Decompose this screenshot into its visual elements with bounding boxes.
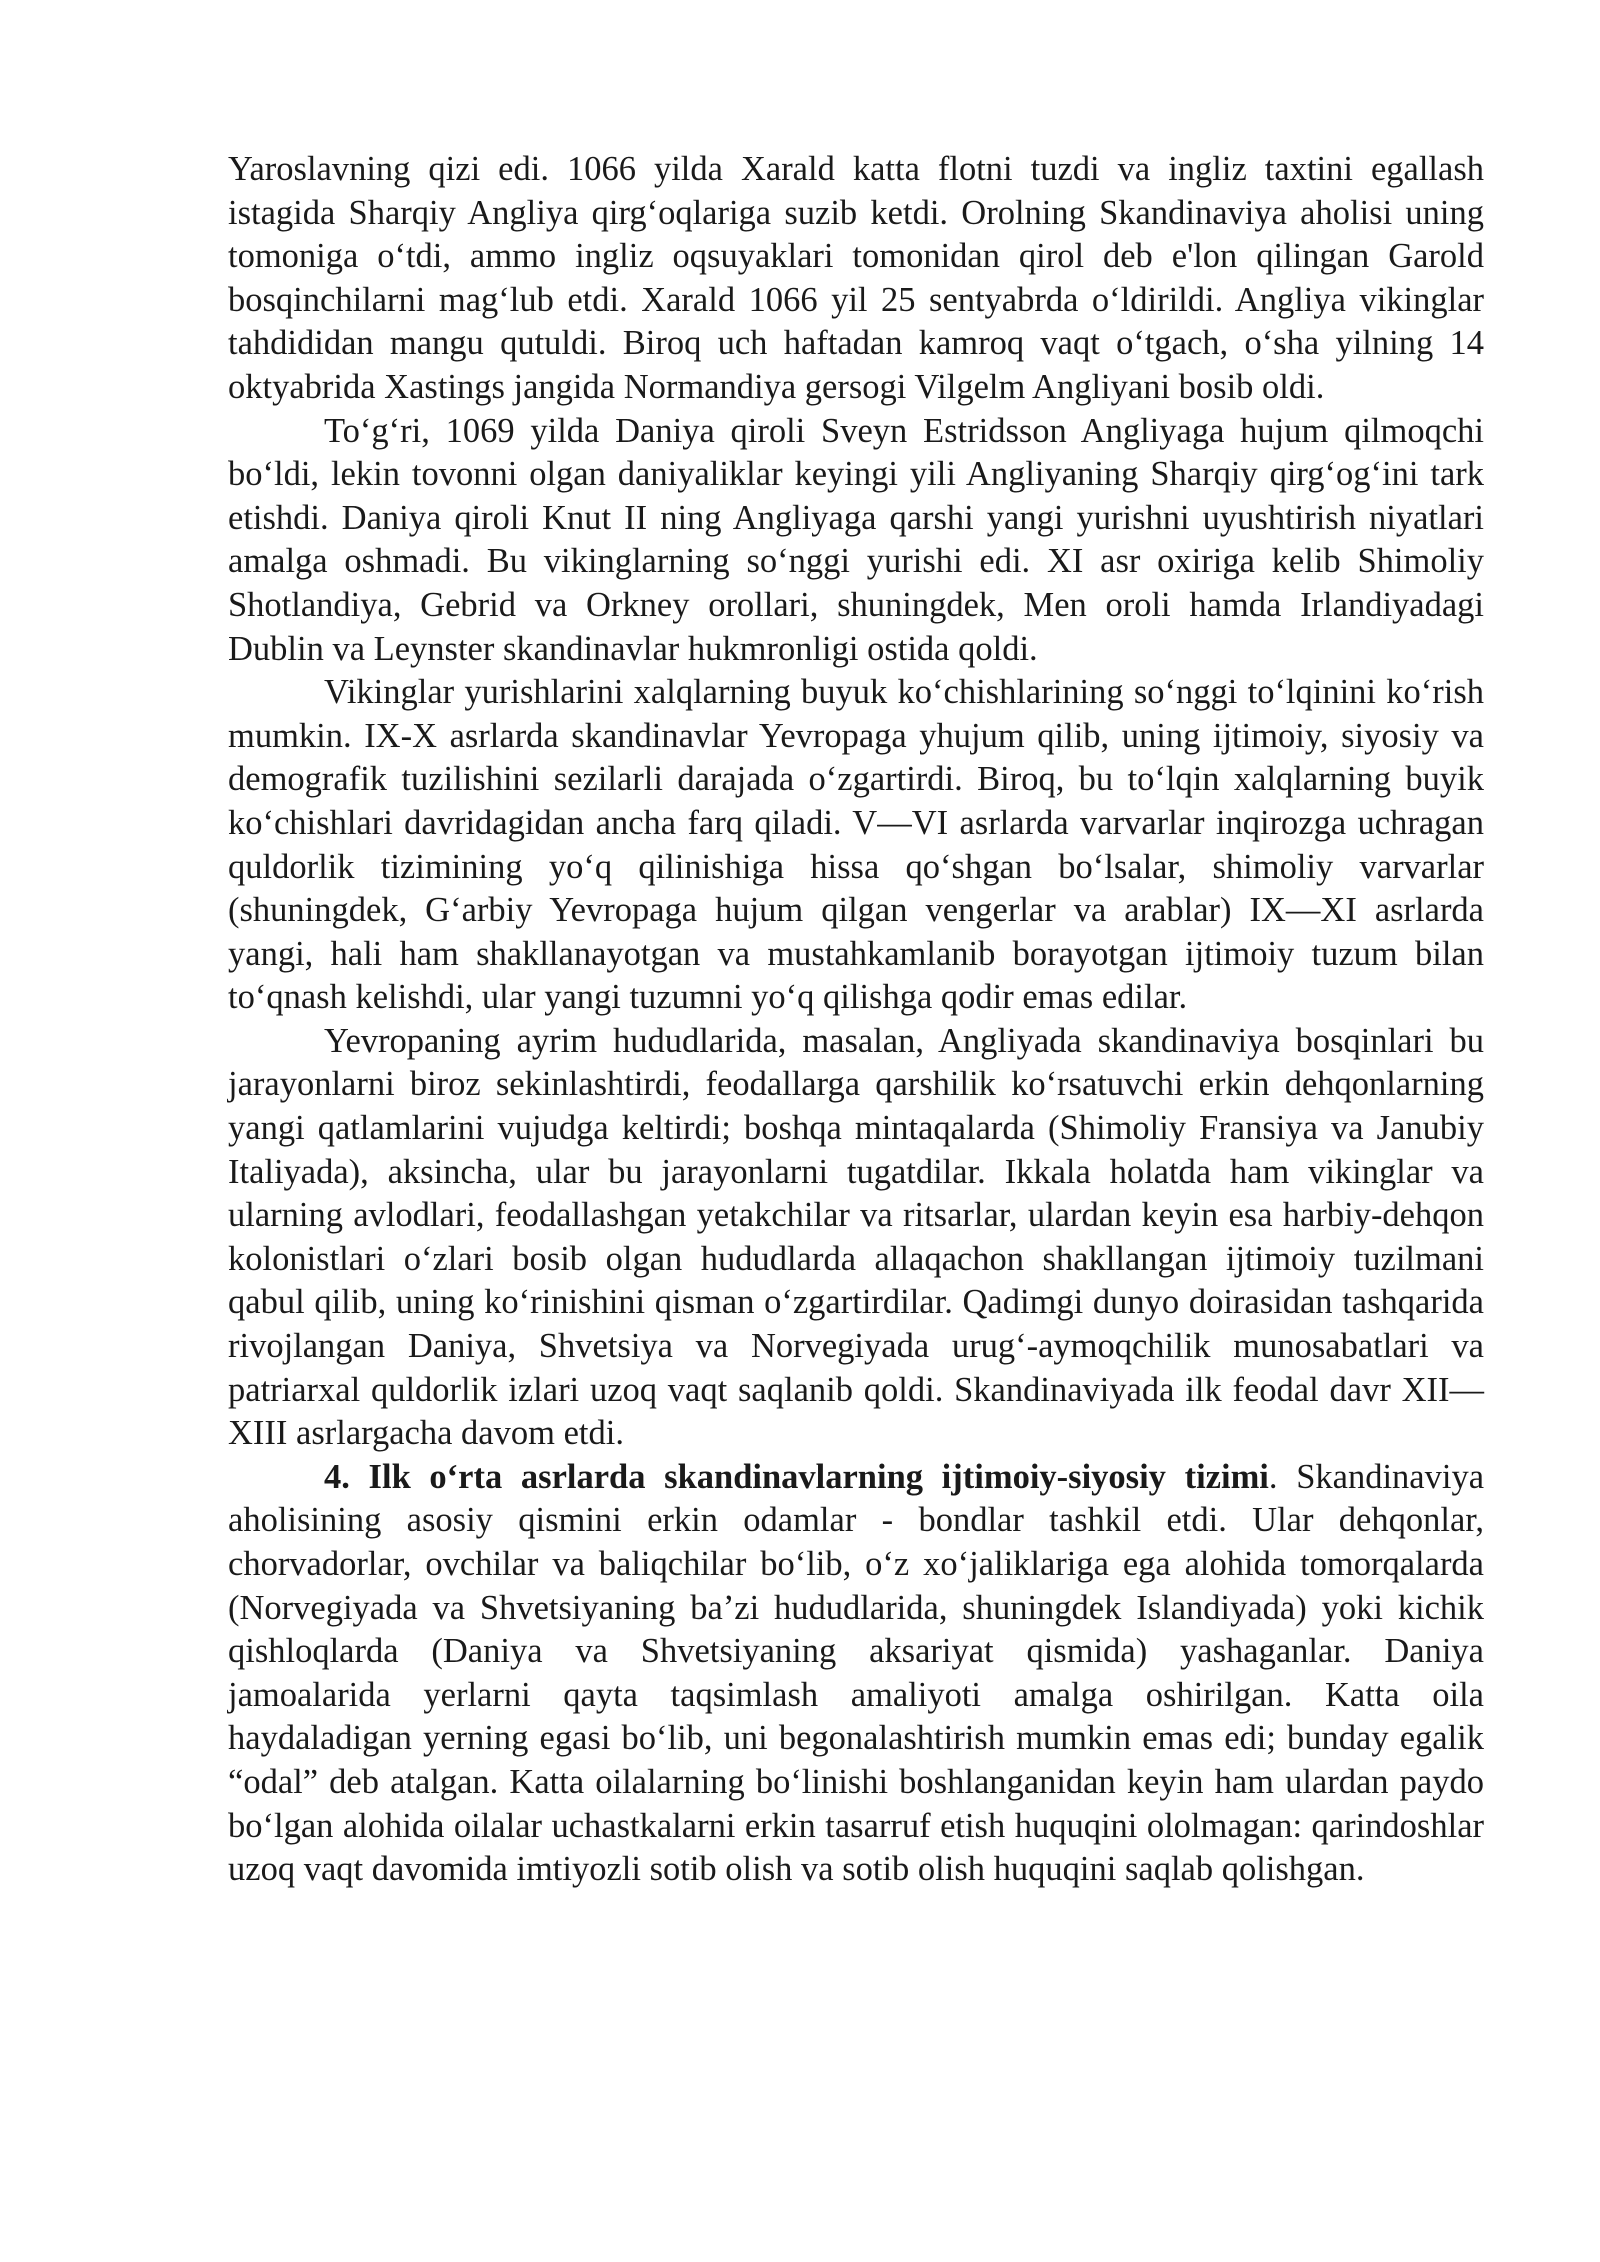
section-paragraph	[228, 1456, 1484, 1892]
section-heading-period: .	[1268, 1457, 1278, 1496]
section-body-text: Skandinaviya aholisining asosiy qismini erkin odamlar - bondlar tashkil etdi. Ular dehqonlar, chorvadorlar, ovchilar va baliqchilar boʻlib, oʻz xoʻjaliklariga ega alohida tomorqalarda (Norvegiyada va Shvetsiyaning baʼzi hududlarida, shuningdek Islandiyada) yoki kichik qishloqlarda (Daniya va Shvetsiyaning aksariyat qismida) yashaganlar. Daniya jamoalarida yerlarni qayta taqsimlash amaliyoti amalga oshirilgan. Katta oila haydaladigan yerning egasi boʻlib, uni begonalashtirish mumkin emas edi; bunday egalik “odal” deb atalgan. Katta oilalarning boʻlinishi boshlanganidan keyin ham ulardan paydo boʻlgan alohida oilalar uchastkalarni erkin tasarruf etish huquqini ololmagan: qarindoshlar uzoq vaqt davomida imtiyozli sotib olish va sotib olish huquqini saqlab qolishgan.	[228, 1457, 1485, 1889]
paragraph: Yevropaning ayrim hududlarida, masalan, Angliyada skandinaviya bosqinlari bu jarayonlarni biroz sekinlashtirdi, feodallarga qarshilik koʻrsatuvchi erkin dehqonlarning yangi qatlamlarini vujudga keltirdi; boshqa mintaqalarda (Shimoliy Fransiya va Janubiy Italiyada), aksincha, ular bu jarayonlarni tugatdilar. Ikkala holatda ham vikinglar va ularning avlodlari, feodallashgan yetakchilar va ritsarlar, ulardan keyin esa harbiy-dehqon kolonistlari oʻzlari bosib olgan hududlarda allaqachon shakllangan ijtimoiy tuzilmani qabul qilib, uning koʻrinishini qisman oʻzgartirdilar. Qadimgi dunyo doirasidan tashqarida rivojlangan Daniya, Shvetsiya va Norvegiyada urugʻ-aymoqchilik munosabatlari va patriarxal quldorlik izlari uzoq vaqt saqlanib qoldi. Skandinaviyada ilk feodal davr XII—XIII asrlargacha davom etdi.	[228, 1021, 1484, 1453]
document-page	[228, 148, 1484, 1892]
paragraph: Vikinglar yurishlarini xalqlarning buyuk koʻchishlarining soʻnggi toʻlqinini koʻrish mumkin. IX-X asrlarda skandinavlar Yevropaga yhujum qilib, uning ijtimoiy, siyosiy va demografik tuzilishini sezilarli darajada oʻzgartirdi. Biroq, bu toʻlqin xalqlarning buyik koʻchishlari davridagidan ancha farq qiladi. V—VI asrlarda varvarlar inqirozga uchragan quldorlik tizimining yoʻq qilinishiga hissa qoʻshgan boʻlsalar, shimoliy varvarlar (shuningdek, Gʻarbiy Yevropaga hujum qilgan vengerlar va arablar) IX—XI asrlarda yangi, hali ham shakllanayotgan va mustahkamlanib borayotgan ijtimoiy tuzum bilan toʻqnash kelishdi, ular yangi tuzumni yoʻq qilishga qodir emas edilar.	[228, 673, 1484, 1017]
paragraph-continuation: Yaroslavning qizi edi. 1066 yilda Xarald katta flotni tuzdi va ingliz taxtini egallash istagida Sharqiy Angliya qirgʻoqlariga suzib ketdi. Orolning Skandinaviya aholisi uning tomoniga oʻtdi, ammo ingliz oqsuyaklari tomonidan qirol deb e'lon qilingan Garold bosqinchilarni magʻlub etdi. Xarald 1066 yil 25 sentyabrda oʻldirildi. Angliya vikinglar tahdididan mangu qutuldi. Biroq uch haftadan kamroq vaqt oʻtgach, oʻsha yilning 14 oktyabrida Xastings jangida Normandiya gersogi Vilgelm Angliyani bosib oldi.	[228, 150, 1484, 406]
section-heading: 4. Ilk oʻrta asrlarda skandinavlarning ijtimoiy-siyosiy tizimi	[324, 1457, 1269, 1496]
paragraph: Toʻgʻri, 1069 yilda Daniya qiroli Sveyn Estridsson Angliyaga hujum qilmoqchi boʻldi, lekin tovonni olgan daniyaliklar keyingi yili Angliyaning Sharqiy qirgʻogʻini tark etishdi. Daniya qiroli Knut II ning Angliyaga qarshi yangi yurishni uyushtirish niyatlari amalga oshmadi. Bu vikinglarning soʻnggi yurishi edi. XI asr oxiriga kelib Shimoliy Shotlandiya, Gebrid va Orkney orollari, shuningdek, Men oroli hamda Irlandiyadagi Dublin va Leynster skandinavlar hukmronligi ostida qoldi.	[228, 411, 1484, 668]
